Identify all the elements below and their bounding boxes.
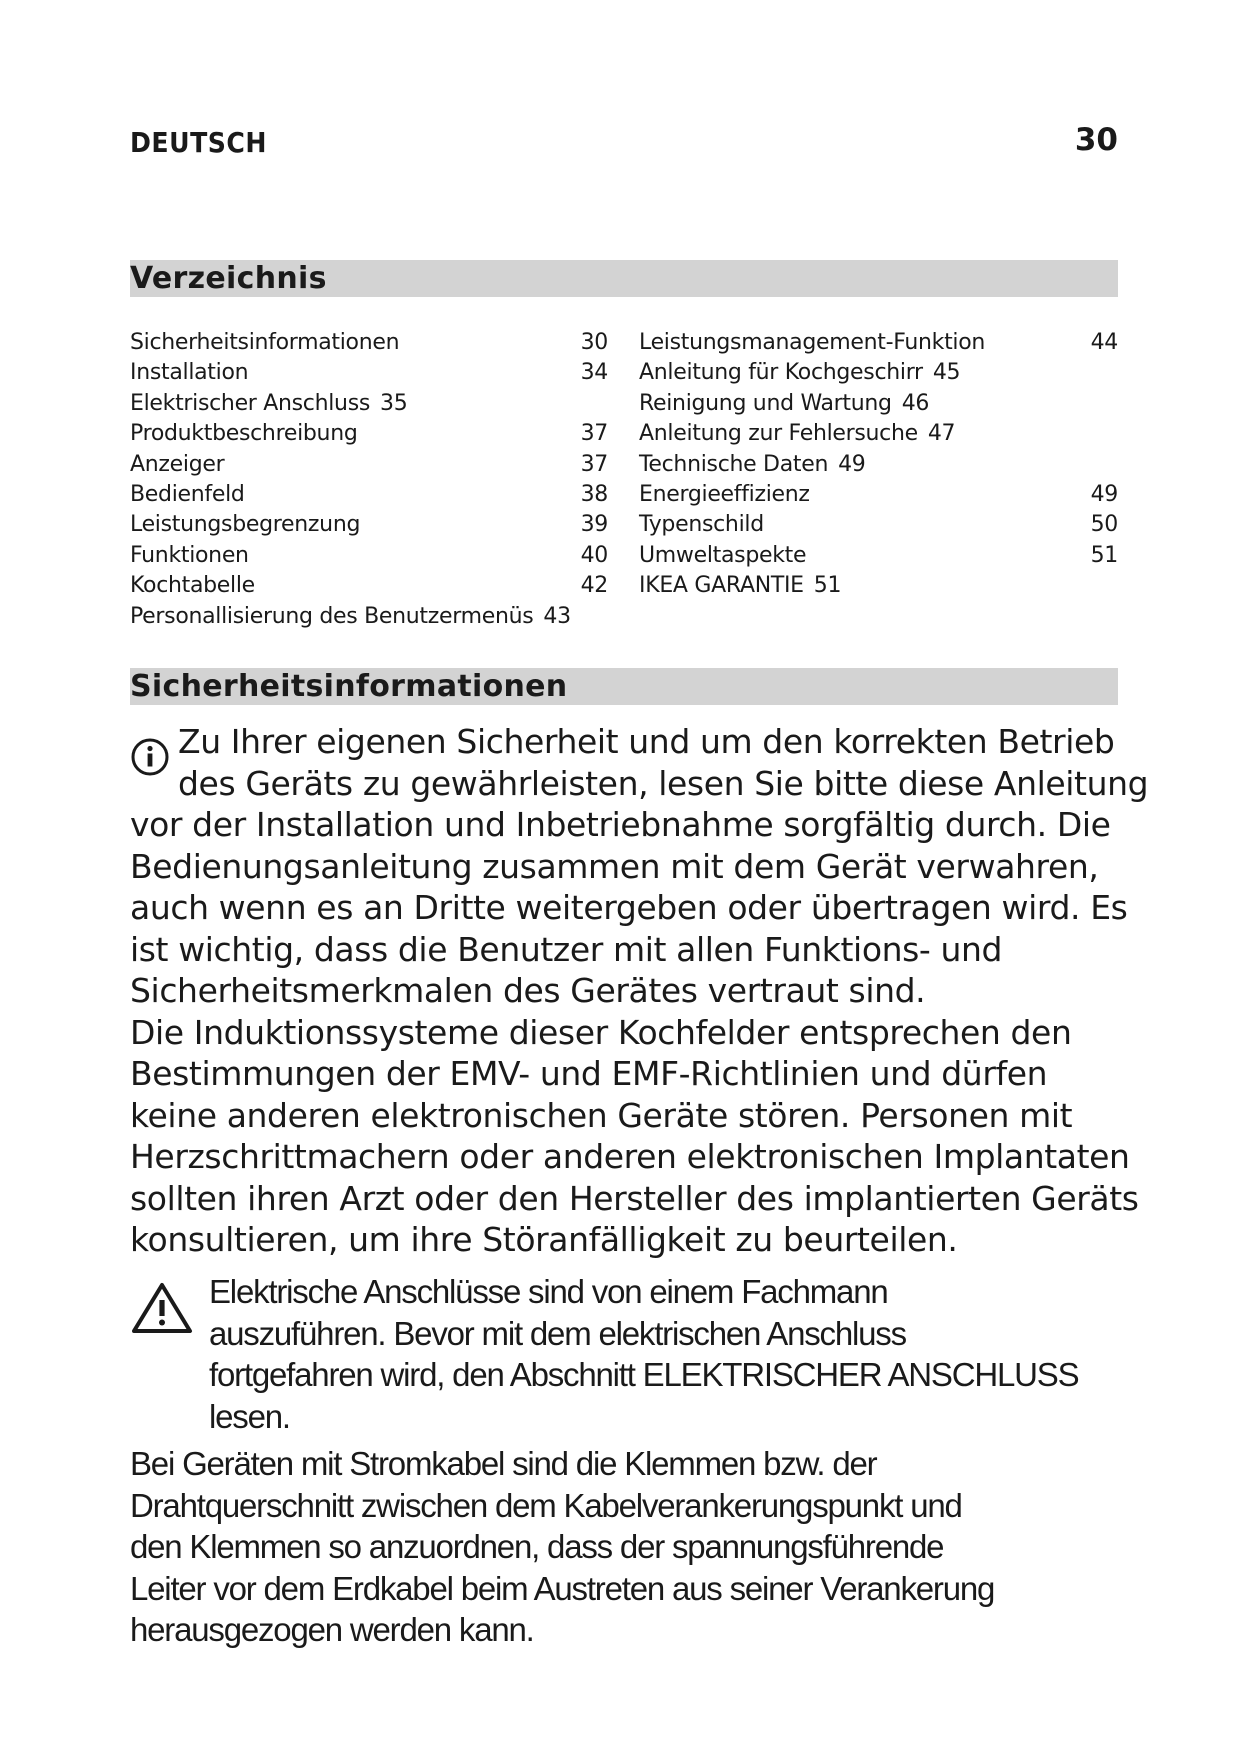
toc-entry bbox=[130, 358, 608, 388]
safety-heading-bar bbox=[130, 668, 1118, 705]
toc-entry-page: 45 bbox=[932, 360, 961, 386]
toc-entry-title: Umweltaspekte bbox=[639, 542, 807, 568]
toc-entry-title: Personallisierung des Benutzermenüs 43 bbox=[130, 603, 571, 629]
toc-entry-page: 49 bbox=[838, 451, 866, 477]
toc-entry-page: 35 bbox=[380, 390, 408, 416]
language-label: DEUTSCH bbox=[130, 126, 267, 159]
toc-entry-page: 40 bbox=[580, 542, 608, 568]
text-line: des Geräts zu gewährleisten, lesen Sie bitte diese Anleitung bbox=[178, 763, 1149, 803]
text-line: keine anderen elektronischen Geräte stören. Personen mit bbox=[130, 1095, 1073, 1135]
text-line: Zu Ihrer eigenen Sicherheit und um den korrekten Betrieb bbox=[178, 722, 1115, 761]
toc-entry-page: 34 bbox=[580, 360, 608, 386]
toc-entry-page: 51 bbox=[1090, 542, 1118, 568]
toc-entry-page: 51 bbox=[813, 573, 842, 599]
toc-entry-title: Energieeffizienz bbox=[639, 481, 810, 507]
toc-entry bbox=[130, 480, 608, 510]
toc-entry-title: Installation bbox=[130, 360, 249, 386]
text-line: Herzschrittmachern oder anderen elektronischen Implantaten bbox=[130, 1137, 1130, 1176]
text-line: Die Induktionssysteme dieser Kochfelder entsprechen den bbox=[130, 1012, 1072, 1052]
toc-entry-title: Anleitung für Kochgeschirr 45 bbox=[639, 360, 961, 386]
toc-entry-title: Anleitung zur Fehlersuche 47 bbox=[639, 421, 956, 447]
toc-entry bbox=[130, 510, 608, 540]
text-line: lesen. bbox=[209, 1397, 290, 1435]
text-line: sollten ihren Arzt oder den Hersteller des implantierten Geräts bbox=[130, 1178, 1139, 1218]
safety-paragraph-2 bbox=[130, 1443, 1118, 1651]
toc-entry-page: 39 bbox=[580, 512, 608, 538]
toc-entry bbox=[130, 389, 608, 419]
text-line: auch wenn es an Dritte weitergeben oder übertragen wird. Es bbox=[130, 888, 1128, 927]
toc-entry bbox=[130, 450, 608, 480]
toc-entry bbox=[639, 480, 1118, 510]
toc-entry-page: 50 bbox=[1090, 512, 1118, 538]
toc-entry bbox=[130, 541, 608, 571]
toc-heading-bar bbox=[130, 260, 1118, 297]
toc-entry bbox=[639, 358, 1118, 388]
toc-entry-title: Kochtabelle bbox=[130, 573, 255, 599]
safety-heading: Sicherheitsinformationen bbox=[130, 669, 568, 704]
text-line: Bedienungsanleitung zusammen mit dem Gerät verwahren, bbox=[130, 846, 1099, 886]
toc-entry-title: Funktionen bbox=[130, 542, 249, 568]
page-header bbox=[130, 122, 1118, 162]
toc-entry bbox=[130, 602, 608, 632]
toc-entry-page: 37 bbox=[580, 421, 608, 447]
toc-entry-page: 46 bbox=[901, 390, 930, 416]
toc-entry-page: 47 bbox=[927, 421, 956, 447]
toc-entry-page: 37 bbox=[580, 451, 608, 477]
warning-text bbox=[209, 1271, 1118, 1437]
text-line: Sicherheitsmerkmalen des Gerätes vertraut sind. bbox=[130, 971, 926, 1010]
toc-entry-page: 43 bbox=[543, 603, 571, 629]
toc-entry-title: Produktbeschreibung bbox=[130, 421, 358, 447]
page-number: 30 bbox=[1074, 122, 1118, 158]
toc-entry-title: Technische Daten 49 bbox=[639, 451, 866, 477]
toc-entry bbox=[130, 328, 608, 358]
toc-entry bbox=[639, 510, 1118, 540]
toc-entry-title: Leistungsbegrenzung bbox=[130, 512, 361, 538]
toc-entry-title: Bedienfeld bbox=[130, 481, 245, 507]
text-line: vor der Installation und Inbetriebnahme sorgfältig durch. Die bbox=[130, 805, 1111, 844]
text-line: auszuführen. Bevor mit dem elektrischen Anschluss bbox=[209, 1314, 906, 1352]
manual-page bbox=[130, 0, 1149, 1754]
text-line: Leiter vor dem Erdkabel beim Austreten aus seiner Verankerung bbox=[130, 1569, 995, 1607]
text-line: den Klemmen so anzuordnen, dass der spannungsführende bbox=[130, 1528, 944, 1565]
toc-entry-page: 42 bbox=[580, 573, 608, 599]
warning-triangle-icon bbox=[130, 1281, 194, 1335]
toc-entry-title: Leistungsmanagement-Funktion bbox=[639, 330, 986, 355]
toc-entry bbox=[639, 541, 1118, 571]
toc-entry-page: 30 bbox=[580, 330, 608, 355]
toc-entry-title: Reinigung und Wartung 46 bbox=[639, 390, 930, 416]
toc-entry-title: Sicherheitsinformationen bbox=[130, 330, 400, 355]
toc-entry bbox=[639, 571, 1118, 601]
text-line: fortgefahren wird, den Abschnitt ELEKTRISCHER ANSCHLUSS bbox=[209, 1356, 1079, 1393]
toc-entry-title: Elektrischer Anschluss 35 bbox=[130, 390, 408, 416]
toc-entry bbox=[639, 450, 1118, 480]
toc-entry bbox=[130, 571, 608, 601]
text-line: ist wichtig, dass die Benutzer mit allen Funktions- und bbox=[130, 929, 1003, 969]
text-line: Bestimmungen der EMV- und EMF-Richtlinien und dürfen bbox=[130, 1054, 1048, 1093]
toc-entry-title: Anzeiger bbox=[130, 451, 225, 477]
toc-column-right bbox=[639, 328, 1118, 602]
toc-heading: Verzeichnis bbox=[130, 261, 327, 296]
text-line: Elektrische Anschlüsse sind von einem Fachmann bbox=[209, 1273, 888, 1310]
toc-entry-title: IKEA GARANTIE 51 bbox=[639, 573, 842, 599]
toc-entry-title: Typenschild bbox=[639, 512, 764, 538]
text-line: konsultieren, um ihre Störanfälligkeit zu beurteilen. bbox=[130, 1220, 958, 1259]
toc-entry-page: 44 bbox=[1090, 330, 1118, 355]
toc-entry-page: 49 bbox=[1090, 481, 1118, 507]
toc-entry-page: 38 bbox=[580, 481, 608, 507]
toc-entry bbox=[639, 389, 1118, 419]
text-line: herausgezogen werden kann. bbox=[130, 1611, 534, 1648]
toc-column-left bbox=[130, 328, 608, 632]
text-line: Drahtquerschnitt zwischen dem Kabelverankerungspunkt und bbox=[130, 1486, 962, 1524]
toc-entry bbox=[130, 419, 608, 449]
safety-paragraph-1 bbox=[130, 721, 1149, 1261]
toc-entry bbox=[639, 419, 1118, 449]
toc-entry bbox=[639, 328, 1118, 358]
text-line: Bei Geräten mit Stromkabel sind die Klemmen bzw. der bbox=[130, 1445, 877, 1482]
